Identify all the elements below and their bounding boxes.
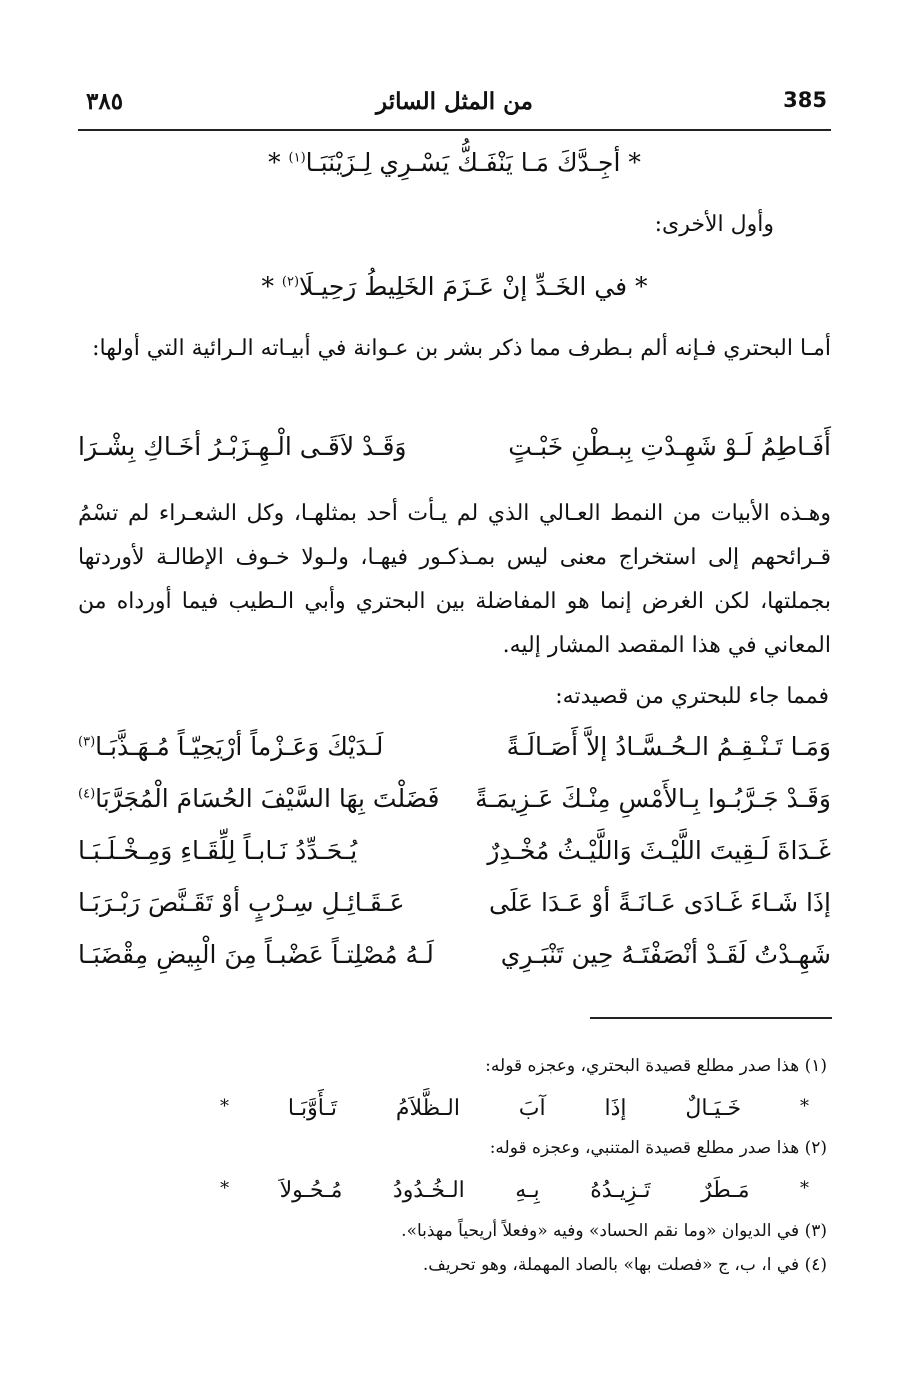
verse-text: * في الخَـدِّ إنْ عَـزَمَ الخَلِيطُ رَحِيـلَا [299, 272, 648, 301]
hemistich-first: وَمَـا تَـنْـقِـمُ الـحُـسَّـادُ إلاَّ أَصَـالَـةً [506, 732, 831, 761]
poem-row [78, 940, 831, 992]
footnote-ref: (١) [288, 150, 306, 166]
hemistich-text: يُـحَـدِّدُ نَـابـاً لِلِّقَـاءِ وَمِـخْـلَـبَـا [78, 836, 358, 865]
footnote-ref: (٤) [78, 786, 96, 802]
hemistich-second [78, 784, 443, 813]
hemistich-first: شَهِـدْتُ لَقَـدْ أنْصَفْتَـهُ حِين تَنْبَـرِي [500, 940, 831, 969]
page-number-arabic: ٣٨٥ [86, 88, 124, 115]
hemistich-first: أَفَـاطِمُ لَـوْ شَهِـدْتِ بِبـطْنِ خَبْـتٍ [508, 432, 831, 461]
verse-word: مُـحُـولاَ [279, 1178, 343, 1203]
header-rule [78, 129, 831, 131]
hemistich-text: فَضَلْتَ بِهَا السَّيْفَ الحُسَامَ الْمُجَرَّبَا [95, 784, 440, 813]
poem-row [78, 836, 831, 888]
running-title: من المثل السائر [376, 88, 533, 115]
verse-word: إذَا [604, 1096, 627, 1121]
verse-word: بِـهِ [515, 1178, 540, 1203]
footnote-ref: (٣) [78, 734, 96, 750]
poem-row [78, 888, 831, 940]
verse-star: * [220, 1178, 230, 1199]
footnote-1-verse [220, 1096, 809, 1121]
page-header [78, 86, 831, 126]
verse-word: الـخُـدُودُ [392, 1178, 465, 1203]
footnote-rule [590, 1017, 832, 1019]
hemistich-text: لَـهُ مُصْلِتـاً عَضْبـاً مِنَ الْبِيضِ مِقْضَبَـا [78, 940, 434, 969]
poem-block [78, 732, 831, 992]
poem-row [78, 732, 831, 784]
footnote-2: (٢) هذا صدر مطلع قصيدة المتنبي، وعجزه قوله: [489, 1138, 827, 1158]
page-number-latin: 385 [783, 88, 827, 112]
paragraph-2: وهـذه الأبيات من النمط العـالي الذي لم يـأت أحد بمثلهـا، وكل الشعـراء لم تسْمُ قـرائحهم إلى استخراج معنى ليس بمـذكـور فيهـا، ولـولا خـوف الإطالـة لأوردتها بجملتها، لكن الغرض إنما هو المفاضلة بين البحتري وأبي الـطيب فيما أورداه من المعاني في هذا المقصد المشار إليه. [78, 501, 831, 658]
footnote-4: (٤) في ا، ب، ج «فصلت بها» بالصاد المهملة، وهو تحريف. [422, 1255, 827, 1275]
verse-star: * [220, 1096, 230, 1117]
intro-line-2: فمما جاء للبحتري من قصيدته: [555, 684, 829, 709]
hemistich-first: وَقَـدْ جَـرَّبُـوا بِـالأَمْسِ مِنْـكَ عَـزِيمَـةً [475, 784, 831, 813]
hemistich-text: عَـقَـائِـلِ سِـرْبٍ أوْ تَقَـنَّصَ رَبْـرَبَـا [78, 888, 405, 917]
verse-star: * [261, 272, 274, 301]
intro-line: وأول الأخرى: [654, 212, 774, 237]
hemistich-second [78, 888, 443, 917]
footnote-3: (٣) في الديوان «وما نقم الحساد» وفيه «وفعلاً أريحياً مهذبا». [401, 1221, 827, 1241]
footnote-1: (١) هذا صدر مطلع قصيدة البحتري، وعجزه قوله: [485, 1056, 827, 1076]
verse-word: تَـزِيـدُهُ [590, 1178, 651, 1203]
footnote-2-verse [220, 1178, 809, 1203]
hemistich-second: وَقَـدْ لاَقَـى الْـهِـزَبْـرُ أخَـاكِ بِشْـرَا [78, 432, 407, 461]
poem-row [78, 784, 831, 836]
paragraph-1: أمـا البحتري فـإنه ألم بـطرف مما ذكر بشر بن عـوانة في أبيـاته الـرائية التي أولها: [92, 336, 831, 361]
verse-star: * [800, 1178, 809, 1199]
hemistich-first: إذَا شَـاءَ غَـادَى عَـانَـةً أوْ عَـدَا عَلَى [489, 888, 831, 917]
hemistich-first: غَـدَاةَ لَـقِيتَ اللَّيْـثَ وَاللَّيْـثُ مُخْـدِرٌ [487, 836, 831, 865]
verse-star: * [800, 1096, 809, 1117]
hemistich-second [78, 836, 443, 865]
verse-word: آبَ [518, 1096, 546, 1121]
couplet [78, 432, 831, 482]
hemistich-second [78, 732, 443, 761]
footnote-ref: (٢) [281, 274, 300, 290]
verse-word: خَـيَـالٌ [685, 1096, 742, 1121]
verse-text: * أجِـدَّكَ مَـا يَنْفَـكُّ يَسْـرِي لِـزَيْنَبَـا [305, 148, 641, 177]
verse-word: مَـطَرٌ [701, 1178, 750, 1203]
verse-line-1 [78, 148, 831, 177]
hemistich-text: لَـدَيْكَ وَعَـزْماً أرْيَحِيّـاً مُـهَـذَّبَـا [95, 732, 384, 761]
verse-star: * [268, 148, 281, 177]
verse-line-2 [78, 272, 831, 301]
verse-word: تَـأَوَّبَـا [287, 1096, 338, 1121]
hemistich-second [78, 940, 443, 969]
verse-word: الـظَّلاَمُ [395, 1096, 460, 1121]
